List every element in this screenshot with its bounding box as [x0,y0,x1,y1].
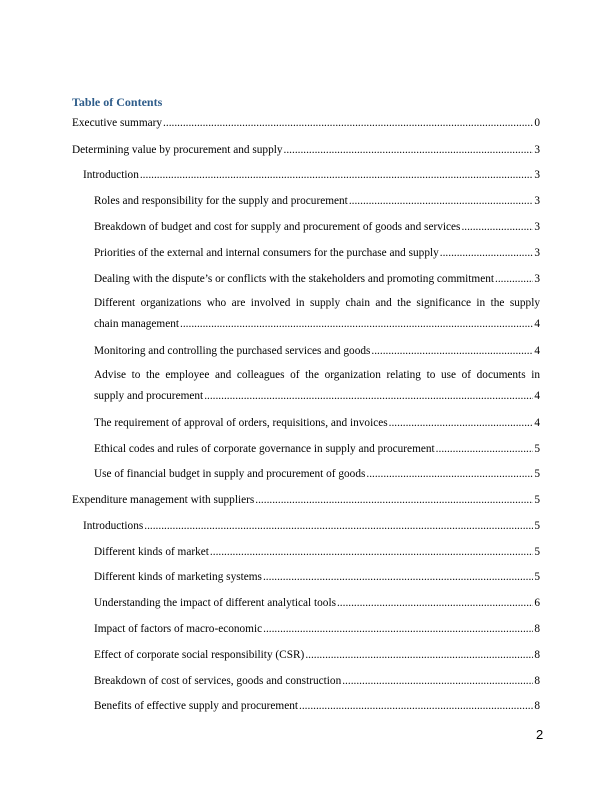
toc-entry-text: Monitoring and controlling the purchased services and goods [94,345,371,357]
toc-leader-dots [140,167,533,183]
toc-entry[interactable] [94,193,540,209]
toc-leader-dots [436,441,534,457]
toc-entry[interactable] [94,621,540,637]
toc-entry-text: Priorities of the external and internal consumers for the purchase and supply [94,247,439,259]
toc-entry-page: 3 [534,144,540,156]
toc-entry-page: 5 [534,520,540,532]
toc-leader-dots [440,245,534,261]
toc-entry[interactable] [94,271,540,287]
toc-entry-page: 0 [534,117,540,129]
toc-leader-dots [337,595,533,611]
toc-entry-text: Effect of corporate social responsibility (CSR) [94,649,305,661]
toc-entry-page: 4 [534,345,540,357]
toc-entry-text-line1: Different organizations who are involved in supply chain and the significance in the supply [94,297,540,309]
toc-entry-text-line2: supply and procurement [94,390,204,402]
toc-entry-text: Breakdown of cost of services, goods and construction [94,675,342,687]
toc-entry[interactable] [72,142,540,158]
toc-entry-text: Benefits of effective supply and procurement [94,700,299,712]
toc-leader-dots [144,518,533,534]
toc-entry-text: Expenditure management with suppliers [72,494,255,506]
toc-entry-page: 8 [534,649,540,661]
toc-entry-page: 4 [534,417,540,429]
toc-entry-text-line1: Advise to the employee and colleagues of the organization relating to use of documents in [94,369,540,381]
toc-entry[interactable] [94,595,540,611]
toc-entry[interactable] [72,115,540,131]
toc-entry[interactable] [94,569,540,585]
toc-entry-page: 5 [534,571,540,583]
toc-entry-page: 8 [534,623,540,635]
toc-leader-dots [263,621,533,637]
toc-entry-text: Use of financial budget in supply and procurement of goods [94,468,366,480]
toc-entry-page: 5 [534,443,540,455]
toc-entry-text: The requirement of approval of orders, requisitions, and invoices [94,417,388,429]
toc-entry[interactable] [94,441,540,457]
toc-entry-text: Introductions [83,520,144,532]
toc-entry-text: Understanding the impact of different analytical tools [94,597,336,609]
toc-entry-text: Dealing with the dispute’s or conflicts with the stakeholders and promoting commitment [94,273,495,285]
toc-leader-dots [204,388,533,404]
toc-entry-text: Different kinds of marketing systems [94,571,262,583]
toc-leader-dots [461,219,533,235]
toc-entry-text: Impact of factors of macro-economic [94,623,263,635]
toc-entry-page: 5 [534,468,540,480]
toc-entry-page: 5 [534,546,540,558]
toc-entry-page: 3 [534,221,540,233]
toc-leader-dots [284,142,534,158]
toc-entry-page: 3 [534,273,540,285]
toc-leader-dots [180,316,533,332]
toc-leader-dots [305,647,533,663]
toc-entry[interactable] [83,167,540,183]
toc-entry[interactable] [94,367,540,404]
toc-entry-page: 3 [534,169,540,181]
toc-entry-text: Introduction [83,169,139,181]
toc-leader-dots [299,698,533,714]
toc-title: Table of Contents [72,95,163,109]
toc-entry-text: Determining value by procurement and supply [72,144,283,156]
toc-leader-dots [210,544,533,560]
toc-entry-page: 8 [534,675,540,687]
toc-entry-page: 5 [534,494,540,506]
toc-entry-page: 3 [534,247,540,259]
toc-leader-dots [255,492,533,508]
toc-entry[interactable] [94,466,540,482]
toc-leader-dots [366,466,533,482]
toc-entry[interactable] [94,698,540,714]
toc-leader-dots [389,415,534,431]
toc-entry[interactable] [94,343,540,359]
toc-entry[interactable] [94,673,540,689]
toc-entry-text: Roles and responsibility for the supply and procurement [94,195,348,207]
toc-entry[interactable] [72,492,540,508]
toc-entry-page: 4 [534,390,540,402]
toc-leader-dots [342,673,533,689]
toc-entry-page: 6 [534,597,540,609]
toc-entry[interactable] [94,245,540,261]
toc-leader-dots [263,569,533,585]
toc-entry[interactable] [94,219,540,235]
toc-leader-dots [495,271,533,287]
toc-entry-page: 8 [534,700,540,712]
toc-leader-dots [349,193,534,209]
toc-entry[interactable] [94,415,540,431]
toc-entry-text: Breakdown of budget and cost for supply and procurement of goods and services [94,221,461,233]
toc-entry-text: Ethical codes and rules of corporate governance in supply and procurement [94,443,435,455]
toc-entry-text: Different kinds of market [94,546,209,558]
toc-entry[interactable] [94,544,540,560]
toc-entry-page: 3 [534,195,540,207]
toc-entry-text-line2: chain management [94,318,180,330]
toc-entry-page: 4 [534,318,540,330]
toc-entry[interactable] [94,295,540,332]
toc-entry[interactable] [83,518,540,534]
toc-entry-text: Executive summary [72,117,163,129]
page-number: 2 [536,727,544,742]
toc-leader-dots [371,343,533,359]
toc-leader-dots [163,115,533,131]
toc-entry[interactable] [94,647,540,663]
